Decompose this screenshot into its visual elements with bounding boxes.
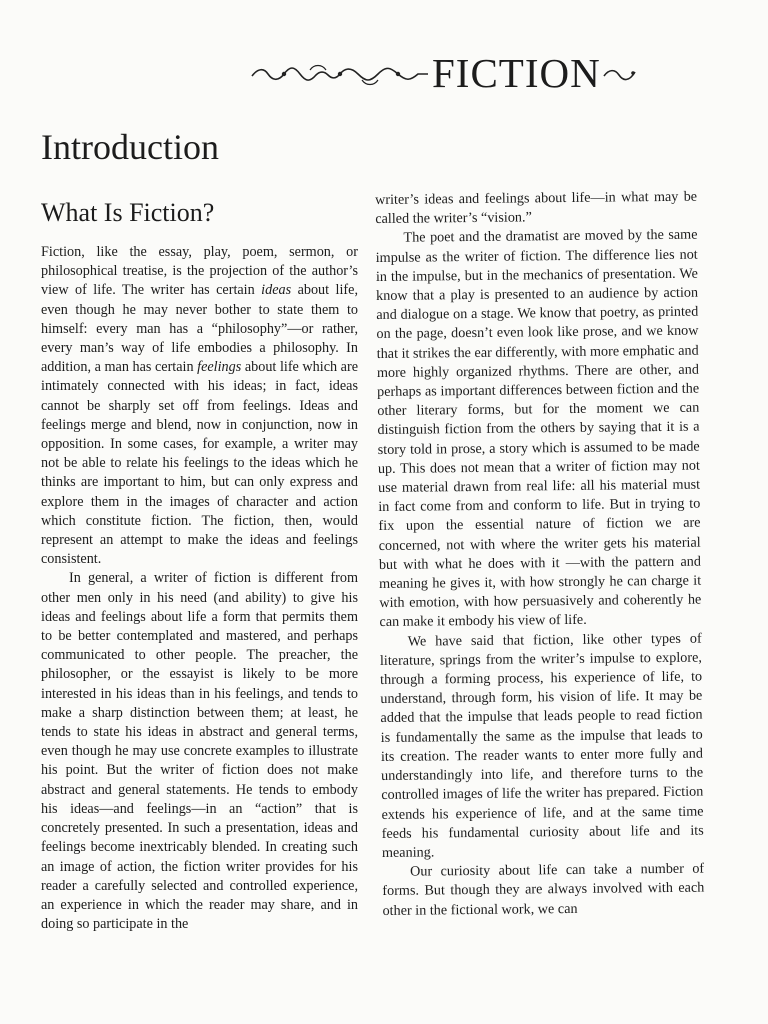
- left-text-column: [41, 243, 358, 934]
- paragraph: We have said that fiction, like other types of literature, springs from the writer’s impulse to explore, through a forming process, his experience of life, to understand, through form, his vision of life. It may be added that the impulse that leads people to read fiction is fundamentally the same as the impulse that leads to its creation. The reader wants to enter more fully and understandingly into life, and therefore turns to the controlled images of life the writer has prepared. Fiction extends his experience of life, and at the same time feeds his fundamental curiosity about life and its meaning.: [379, 630, 704, 861]
- tail-flourish-icon: [603, 64, 637, 84]
- text-run: about life which are intimately connected with his ideas; in fact, ideas cannot be sharply set off from feelings. Ideas and feelings merge and blend, now in conjunction, now in opposition. In some cases, for example, a writer may not be able to relate his feelings to the ideas which he thinks are important to him, but can only express and explore them in the images of character and action which constitute fiction. The fiction, then, would represent an attempt to make the ideas and feelings consistent.: [41, 359, 358, 568]
- subsection-title: What Is Fiction?: [41, 198, 215, 227]
- paragraph: In general, a writer of fiction is different from other men only in his need (and ability) to give his ideas and feelings about life a form that permits them to be better contemplated and mastered, and perhaps communicated to other people. The preacher, the philosopher, or the essayist is likely to be more interested in his ideas than in his feelings, and tends to make a sharp distinction between them; at least, he tends to state his ideas in abstract and general terms, even though he may use concrete examples to illustrate his point. But the writer of fiction does not make abstract and general statements. He tends to embody his ideas—and feelings—in an “action” that is concretely presented. In such a presentation, ideas and feelings become inextricably blended. In creating such an image of action, the fiction writer provides for his reader a carefully selected and controlled experience, an experience in which the reader may share, and in doing so participate in the: [41, 570, 358, 933]
- right-text-column: [375, 188, 705, 921]
- paragraph: [41, 243, 358, 569]
- paragraph-continued: writer’s ideas and feelings about life—in what may be called the writer’s “vision.”: [375, 188, 698, 228]
- section-title: Introduction: [41, 127, 219, 167]
- running-head-title: FICTION: [432, 50, 601, 96]
- text-run: about life, even though he may never bother to state them to himself: every man has a “philosophy”—or rather, every man’s way of life embodies a philosophy. In addition, a man has certain: [41, 282, 358, 376]
- paragraph: The poet and the dramatist are moved by the same impulse as the writer of fiction. The difference lies not in the impulse, but in the mechanics of presentation. We know that a play is presented to an audience by action and dialogue on a stage. We know that poetry, as printed on the page, doesn’t even look like prose, and we know that it strikes the ear differently, with more emphatic and more highly organized rhythms. There are other, and perhaps as important differences between fiction and the other literary forms, but for the moment we can distinguish fiction from the others by saying that it is a story told in prose, a story which is assumed to be made up. This does not mean that a writer of fiction may not use material drawn from real life: all his material must in fact come from and conform to life. But in trying to fix upon the essential nature of fiction we are concerned, not with where the writer gets his material but with what he does with it —with the pattern and meaning he gives it, with how strongly he can charge it with emotion, with how persuasively and coherently he can make it embody his view of life.: [375, 227, 702, 631]
- emphasis-feelings: feelings: [197, 359, 242, 376]
- paragraph: Our curiosity about life can take a number of forms. But though they are always involved with each other in the fictional work, we can: [382, 860, 705, 919]
- running-header: [250, 44, 720, 94]
- emphasis-ideas: ideas: [261, 282, 292, 299]
- text-run: Fiction, like the essay, play, poem, sermon, or philosophical treatise, is the projection of the author’s view of life. The writer has certain: [41, 244, 358, 299]
- scroll-flourish-icon: [250, 62, 430, 88]
